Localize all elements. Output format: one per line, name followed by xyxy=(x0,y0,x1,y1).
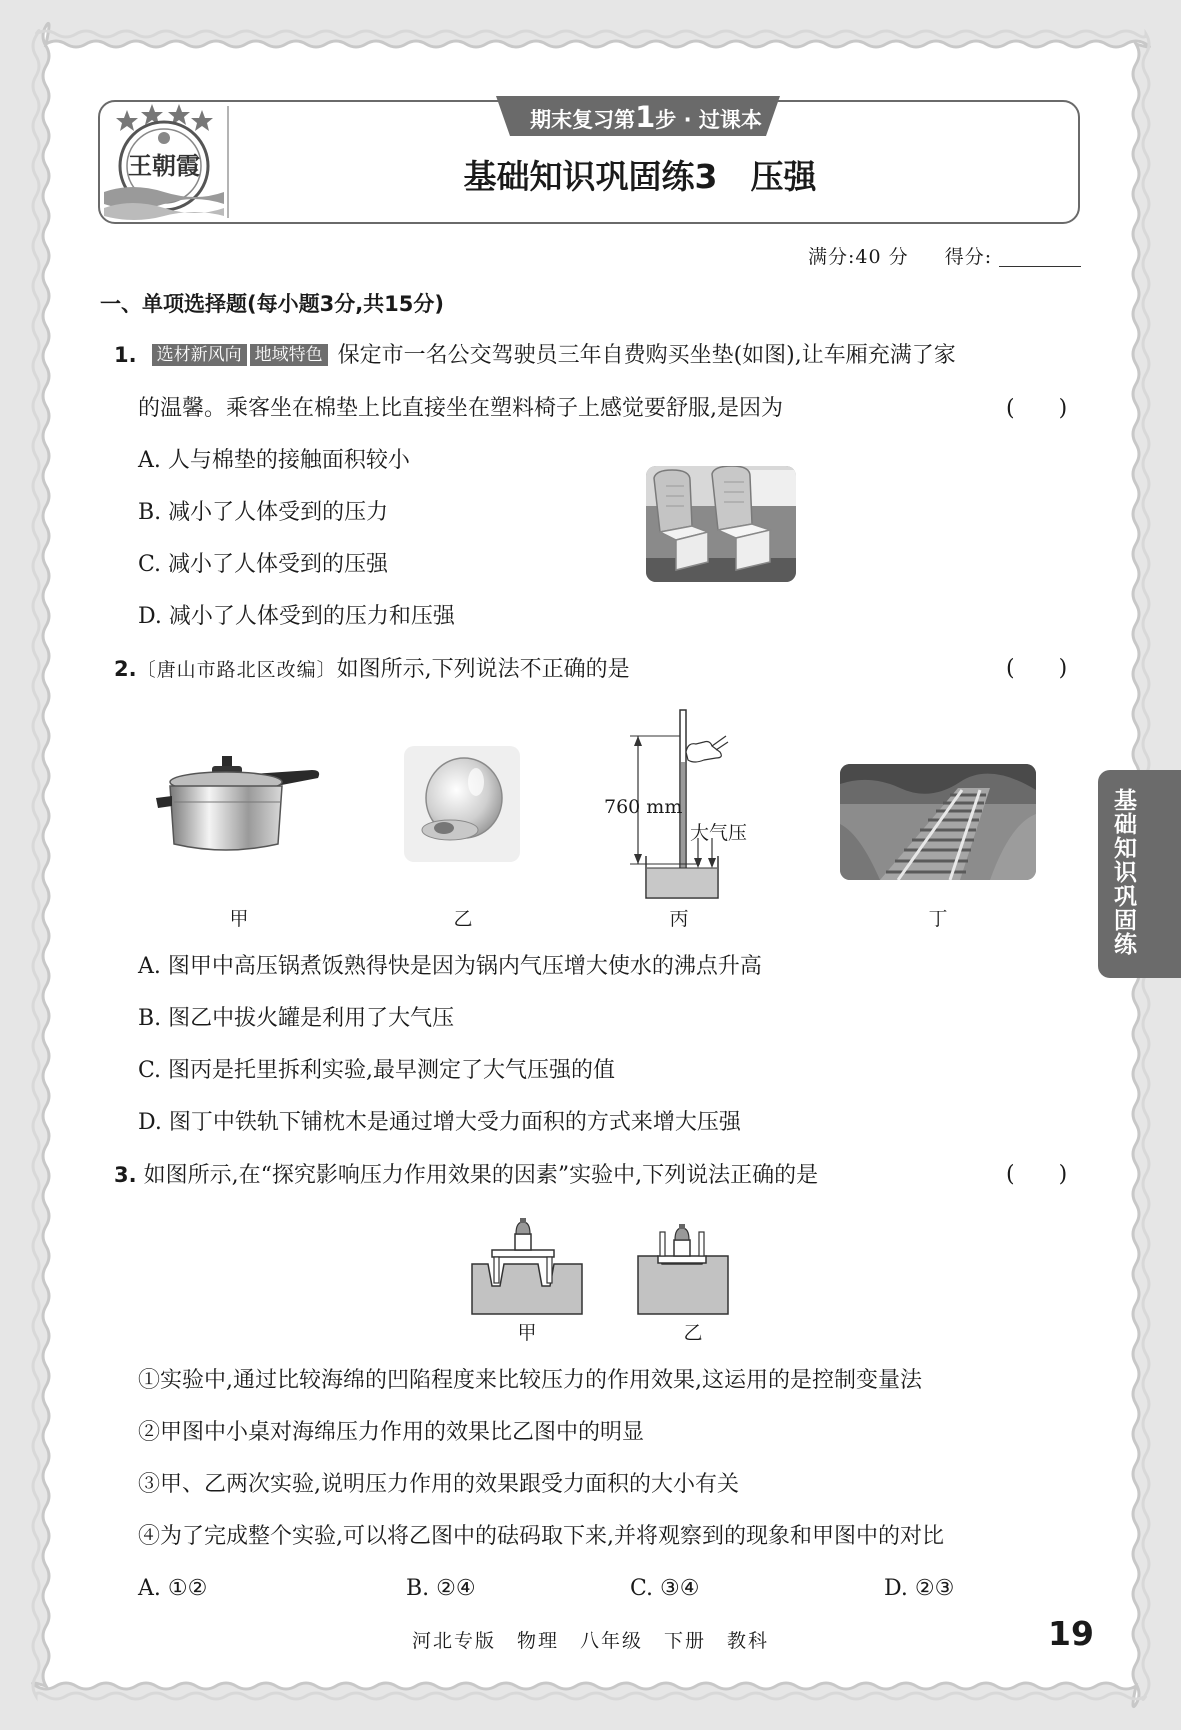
footer-edition: 河北专版 物理 八年级 下册 教科 xyxy=(412,1630,770,1652)
q3-caption-jia: 甲 xyxy=(517,1322,537,1344)
q3-choice-c[interactable]: C. ③④ xyxy=(630,1576,700,1601)
pressure-cooker-figure xyxy=(156,752,322,858)
q2-caption-yi: 乙 xyxy=(453,908,473,930)
railway-track-figure xyxy=(840,764,1036,880)
q2-caption-jia: 甲 xyxy=(229,908,249,930)
q2-option-b[interactable]: B. 图乙中拔火罐是利用了大气压 xyxy=(138,1006,455,1031)
q2-number: 2. xyxy=(114,657,137,681)
q3-choice-a[interactable]: A. ①② xyxy=(138,1576,208,1601)
q3-statement-4: ④为了完成整个实验,可以将乙图中的砝码取下来,并将观察到的现象和甲图中的对比 xyxy=(138,1524,944,1549)
q3-statement-1: ①实验中,通过比较海绵的凹陷程度来比较压力的作用效果,这运用的是控制变量法 xyxy=(138,1368,922,1393)
q2-source: 〔唐山市路北区改编〕 xyxy=(136,659,337,681)
q2-option-d[interactable]: D. 图丁中铁轨下铺枕木是通过增大受力面积的方式来增大压强 xyxy=(138,1110,741,1135)
q1-text-line1: 保定市一名公交驾驶员三年自费购买坐垫(如图),让车厢充满了家 xyxy=(337,343,956,368)
page-title: 基础知识巩固练3 压强 xyxy=(463,157,817,196)
q2-text: 如图所示,下列说法不正确的是 xyxy=(336,657,630,682)
q2-caption-ding: 丁 xyxy=(928,908,948,930)
publisher-logo xyxy=(102,104,226,222)
q1-line1 xyxy=(114,340,956,371)
q2-line xyxy=(114,654,630,685)
q3-answer-bracket[interactable]: ( ) xyxy=(1006,1162,1068,1187)
page-number: 19 xyxy=(1048,1614,1094,1653)
q1-option-b[interactable]: B. 减小了人体受到的压力 xyxy=(138,500,389,525)
q2-option-a[interactable]: A. 图甲中高压锅煮饭熟得快是因为锅内气压增大使水的沸点升高 xyxy=(138,954,762,979)
step-label: 期末复习第 xyxy=(530,108,636,132)
full-score: 满分:40 分 xyxy=(808,246,909,268)
q2-answer-bracket[interactable]: ( ) xyxy=(1006,656,1068,681)
step-number: 1 xyxy=(635,100,656,134)
q3-choice-b[interactable]: B. ②④ xyxy=(406,1576,476,1601)
sponge-experiment-figure xyxy=(466,1210,752,1316)
atm-pressure-label: 大气压 xyxy=(690,822,748,844)
step-banner xyxy=(506,100,786,137)
q1-option-c[interactable]: C. 减小了人体受到的压强 xyxy=(138,552,389,577)
bus-seat-photo xyxy=(646,466,796,582)
q3-choice-d[interactable]: D. ②③ xyxy=(884,1576,955,1601)
score-blank[interactable] xyxy=(999,266,1081,267)
q3-text: 如图所示,在“探究影响压力作用效果的因素”实验中,下列说法正确的是 xyxy=(143,1163,819,1188)
q1-answer-bracket[interactable]: ( ) xyxy=(1006,396,1068,421)
q1-tag-new-material: 选材新风向 xyxy=(152,344,247,366)
q2-option-c[interactable]: C. 图丙是托里拆利实验,最早测定了大气压强的值 xyxy=(138,1058,616,1083)
step-suffix: 步 · 过课本 xyxy=(655,108,762,132)
q1-option-d[interactable]: D. 减小了人体受到的压力和压强 xyxy=(138,604,455,629)
q3-caption-yi: 乙 xyxy=(683,1322,703,1344)
q1-text-line2: 的温馨。乘客坐在棉垫上比直接坐在塑料椅子上感觉要舒服,是因为 xyxy=(138,396,783,421)
q1-tag-regional: 地域特色 xyxy=(250,344,328,366)
logo-text: 王朝霞 xyxy=(128,151,200,180)
score-line xyxy=(808,242,1081,269)
section-title: 一、单项选择题(每小题3分,共15分) xyxy=(100,292,445,316)
score-label: 得分: xyxy=(944,246,993,268)
q3-line xyxy=(114,1160,818,1191)
q3-statement-3: ③甲、乙两次实验,说明压力作用的效果跟受力面积的大小有关 xyxy=(138,1472,739,1497)
q3-statement-2: ②甲图中小桌对海绵压力作用的效果比乙图中的明显 xyxy=(138,1420,645,1445)
side-tab[interactable] xyxy=(1098,770,1181,978)
q1-option-a[interactable]: A. 人与棉垫的接触面积较小 xyxy=(138,448,410,473)
q1-number: 1. xyxy=(114,343,137,367)
side-tab-label: 基础知识巩固练 xyxy=(1110,788,1136,956)
tube-height-label: 760 mm xyxy=(604,796,683,818)
q2-caption-bing: 丙 xyxy=(669,908,689,930)
cupping-jar-figure xyxy=(404,746,520,862)
q3-number: 3. xyxy=(114,1163,137,1187)
